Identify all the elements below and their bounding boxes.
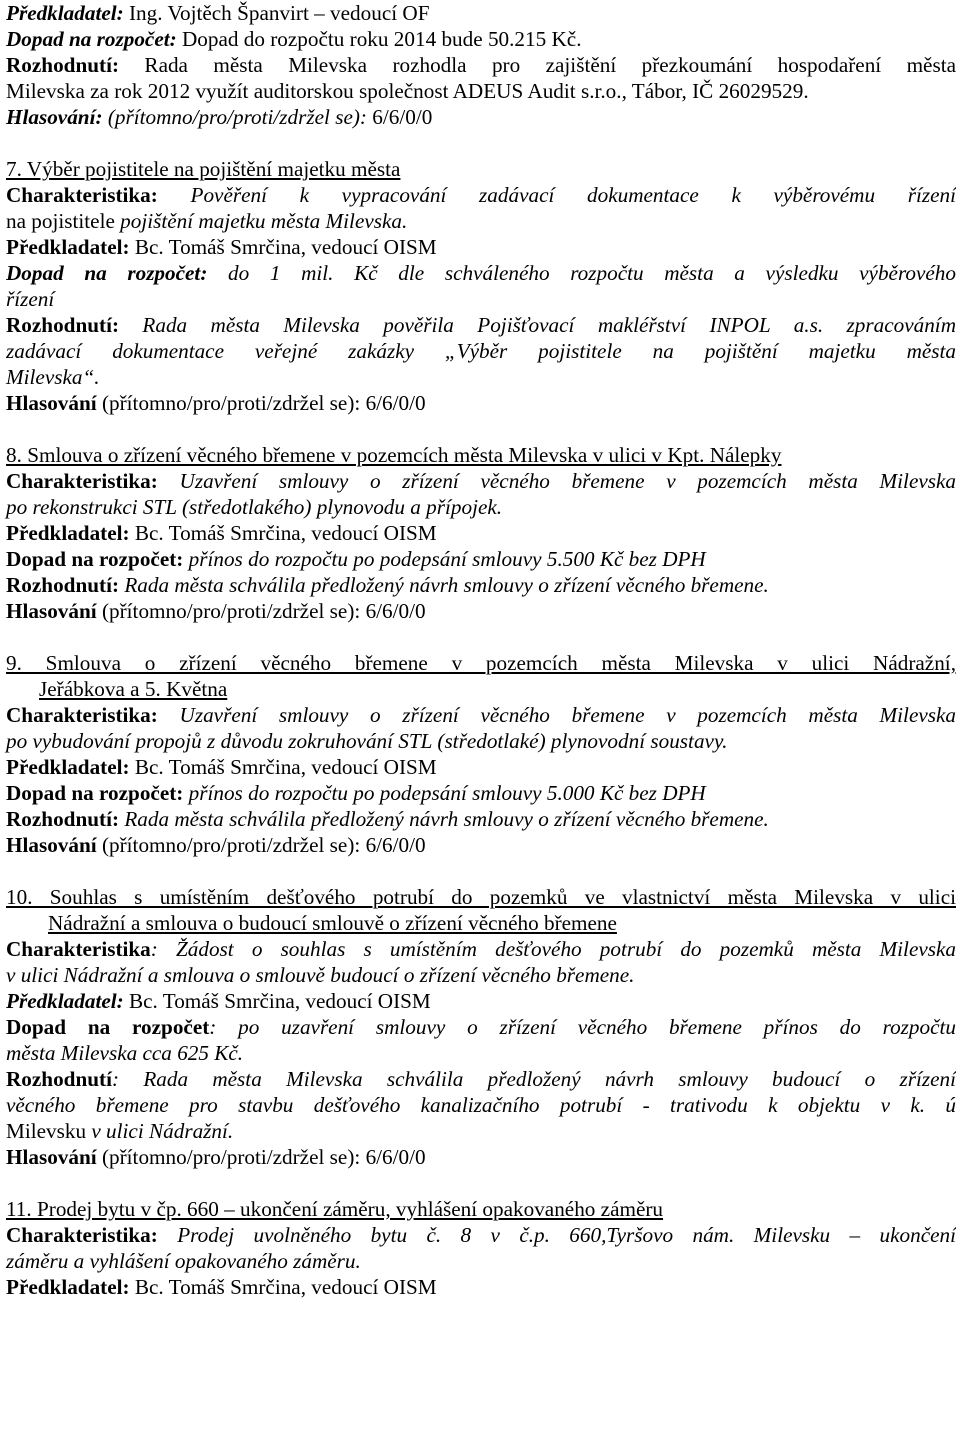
char-text: Prodej uvolněného bytu č. 8 v č.p. 660,Tyršovo nám. Milevsku – ukončení (157, 1223, 956, 1247)
item9-predkladatel-line (6, 754, 956, 780)
hlasovani-value: 6/6/0/0 (360, 1145, 426, 1169)
hlasovani-text: (přítomno/pro/proti/zdržel se): (96, 599, 361, 623)
dopad-text: řízení (6, 287, 55, 311)
item7-char-line-2 (6, 208, 956, 234)
spacer (6, 858, 956, 884)
item10-predkladatel-line (6, 988, 956, 1014)
char-text: : Žádost o souhlas s umístěním dešťového potrubí do pozemků města Milevska (150, 937, 956, 961)
hlasovani-label: Hlasování (6, 391, 97, 415)
item8-char-line (6, 468, 956, 494)
item9-title (6, 650, 956, 676)
item9-rozhodnuti-line (6, 806, 956, 832)
item-title: Jeřábkova a 5. Května (39, 677, 228, 701)
rozhodnuti-text: Milevska za rok 2012 využít auditorskou společnost ADEUS Audit s.r.o., Tábor, IČ 26029529. (6, 79, 809, 103)
char-text: po vybudování propojů z důvodu zokruhování STL (středotlaké) plynovodní soustavy. (6, 729, 728, 753)
item-title: 11. Prodej bytu v čp. 660 – ukončení záměru, vyhlášení opakovaného záměru (6, 1197, 664, 1221)
item7-title (6, 156, 956, 182)
item9-hlasovani-line (6, 832, 956, 858)
dopad-text: do 1 mil. Kč dle schváleného rozpočtu města a výsledku výběrového (207, 261, 956, 285)
rozhodnuti-text: věcného břemene pro stavbu dešťového kanalizačního potrubí - trativodu k objektu v k. ú (6, 1093, 956, 1117)
predkladatel-value: Bc. Tomáš Smrčina, vedoucí OISM (129, 235, 437, 259)
rozhodnuti-text-italic: v ulici Nádražní. (91, 1119, 234, 1143)
item11-title (6, 1196, 956, 1222)
dopad-label: Dopad na rozpočet: (6, 27, 177, 51)
dopad-text: přínos do rozpočtu po podepsání smlouvy 5.000 Kč bez DPH (183, 781, 706, 805)
predkladatel-value: Bc. Tomáš Smrčina, vedoucí OISM (129, 521, 437, 545)
top-hlasovani-line (6, 104, 956, 130)
rozhodnuti-text: Milevska“. (6, 365, 100, 389)
rozhodnuti-text: Rada města schválila předložený návrh smlouvy o zřízení věcného břemene. (119, 807, 769, 831)
char-text: v ulici Nádražní a smlouva o smlouvě budoucí o zřízení věcného břemene. (6, 963, 635, 987)
item7-dopad-line-2 (6, 286, 956, 312)
rozhodnuti-text: Rada města Milevska rozhodla pro zajištění přezkoumání hospodaření města (119, 53, 956, 77)
item9-char-line-2 (6, 728, 956, 754)
top-rozhodnuti-line (6, 52, 956, 78)
rozhodnuti-label: Rozhodnutí: (6, 807, 120, 831)
item-title: 7. Výběr pojistitele na pojištění majetku města (6, 157, 401, 181)
item8-hlasovani-line (6, 598, 956, 624)
hlasovani-value: 6/6/0/0 (360, 391, 426, 415)
item8-title (6, 442, 956, 468)
char-text: Uzavření smlouvy o zřízení věcného břemene v pozemcích města Milevska (157, 469, 956, 493)
item10-title (6, 884, 956, 910)
item7-rozhodnuti-line (6, 312, 956, 338)
spacer (6, 624, 956, 650)
dopad-label: Dopad na rozpočet: (6, 547, 184, 571)
char-label: Charakteristika: (6, 703, 158, 727)
item9-title-line-2 (6, 676, 956, 702)
rozhodnuti-text: Rada města schválila předložený návrh smlouvy o zřízení věcného břemene. (119, 573, 769, 597)
char-text: Uzavření smlouvy o zřízení věcného břemene v pozemcích města Milevska (157, 703, 956, 727)
item10-dopad-line (6, 1014, 956, 1040)
dopad-label: Dopad na rozpočet (6, 1015, 210, 1039)
item7-predkladatel-line (6, 234, 956, 260)
rozhodnuti-text: Rada města Milevska pověřila Pojišťovací makléřství INPOL a.s. zpracováním (119, 313, 956, 337)
item7-hlasovani-line (6, 390, 956, 416)
item-title: 9. Smlouva o zřízení věcného břemene v pozemcích města Milevska v ulici Nádražní, (6, 651, 956, 675)
hlasovani-text: (přítomno/pro/proti/zdržel se): (96, 833, 361, 857)
item7-dopad-line (6, 260, 956, 286)
dopad-value: Dopad do rozpočtu roku 2014 bude 50.215 Kč. (176, 27, 582, 51)
rozhodnuti-text: zadávací dokumentace veřejné zakázky „Výběr pojistitele na pojištění majetku města (6, 339, 956, 363)
predkladatel-label: Předkladatel: (6, 755, 130, 779)
predkladatel-label: Předkladatel: (6, 1, 124, 25)
top-dopad-line (6, 26, 956, 52)
item7-rozhodnuti-line-3 (6, 364, 956, 390)
char-text: po rekonstrukci STL (středotlakého) plynovodu a přípojek. (6, 495, 503, 519)
hlasovani-text: (přítomno/pro/proti/zdržel se): (102, 105, 367, 129)
item8-rozhodnuti-line (6, 572, 956, 598)
char-label: Charakteristika: (6, 469, 158, 493)
item10-rozhodnuti-line-3 (6, 1118, 956, 1144)
dopad-label: Dopad na rozpočet: (6, 261, 208, 285)
rozhodnuti-label: Rozhodnutí: (6, 313, 120, 337)
item10-char-line (6, 936, 956, 962)
char-label: Charakteristika: (6, 1223, 158, 1247)
top-predkladatel-line (6, 0, 956, 26)
hlasovani-value: 6/6/0/0 (360, 599, 426, 623)
hlasovani-text: (přítomno/pro/proti/zdržel se): (96, 1145, 361, 1169)
char-label: Charakteristika: (6, 183, 158, 207)
hlasovani-value: 6/6/0/0 (360, 833, 426, 857)
hlasovani-label: Hlasování (6, 833, 97, 857)
item10-hlasovani-line (6, 1144, 956, 1170)
document-page (6, 0, 956, 1300)
spacer (6, 130, 956, 156)
char-text-italic: pojištění majetku města Milevska. (120, 209, 408, 233)
spacer (6, 1170, 956, 1196)
item10-dopad-line-2 (6, 1040, 956, 1066)
hlasovani-value: 6/6/0/0 (366, 105, 433, 129)
predkladatel-value: Bc. Tomáš Smrčina, vedoucí OISM (129, 755, 437, 779)
predkladatel-value: Bc. Tomáš Smrčina, vedoucí OISM (129, 1275, 437, 1299)
predkladatel-value: Ing. Vojtěch Španvirt – vedoucí OF (123, 1, 430, 25)
item10-rozhodnuti-line-2 (6, 1092, 956, 1118)
item-title: 8. Smlouva o zřízení věcného břemene v pozemcích města Milevska v ulici v Kpt. Nálepky (6, 443, 782, 467)
char-text: Pověření k vypracování zadávací dokumentace k výběrovému řízení (157, 183, 956, 207)
predkladatel-label: Předkladatel: (6, 235, 130, 259)
rozhodnuti-label: Rozhodnutí: (6, 573, 120, 597)
item9-char-line (6, 702, 956, 728)
dopad-label: Dopad na rozpočet: (6, 781, 184, 805)
char-text: záměru a vyhlášení opakovaného záměru. (6, 1249, 361, 1273)
item11-char-line-2 (6, 1248, 956, 1274)
predkladatel-label: Předkladatel: (6, 521, 130, 545)
item8-dopad-line (6, 546, 956, 572)
item11-char-line (6, 1222, 956, 1248)
item-title: 10. Souhlas s umístěním dešťového potrubí do pozemků ve vlastnictví města Milevska v ulici (6, 885, 956, 909)
hlasovani-text: (přítomno/pro/proti/zdržel se): (96, 391, 361, 415)
item10-rozhodnuti-line (6, 1066, 956, 1092)
char-label: Charakteristika (6, 937, 151, 961)
dopad-text: : po uzavření smlouvy o zřízení věcného břemene přínos do rozpočtu (209, 1015, 956, 1039)
spacer (6, 416, 956, 442)
item10-title-line-2 (6, 910, 956, 936)
dopad-text: města Milevska cca 625 Kč. (6, 1041, 244, 1065)
item8-predkladatel-line (6, 520, 956, 546)
rozhodnuti-text: Milevsku (6, 1119, 92, 1143)
item10-char-line-2 (6, 962, 956, 988)
item9-dopad-line (6, 780, 956, 806)
hlasovani-label: Hlasování (6, 599, 97, 623)
item7-rozhodnuti-line-2 (6, 338, 956, 364)
hlasovani-label: Hlasování: (6, 105, 103, 129)
item11-predkladatel-line (6, 1274, 956, 1300)
predkladatel-label: Předkladatel: (6, 1275, 130, 1299)
rozhodnuti-label: Rozhodnutí (6, 1067, 112, 1091)
rozhodnuti-text: : Rada města Milevska schválila předložený návrh smlouvy budoucí o zřízení (111, 1067, 956, 1091)
item7-char-line (6, 182, 956, 208)
hlasovani-label: Hlasování (6, 1145, 97, 1169)
dopad-text: přínos do rozpočtu po podepsání smlouvy 5.500 Kč bez DPH (183, 547, 706, 571)
item8-char-line-2 (6, 494, 956, 520)
char-text: na pojistitele (6, 209, 121, 233)
predkladatel-value: Bc. Tomáš Smrčina, vedoucí OISM (123, 989, 431, 1013)
top-rozhodnuti-line-2 (6, 78, 956, 104)
item-title: Nádražní a smlouva o budoucí smlouvě o zřízení věcného břemene (48, 911, 617, 935)
rozhodnuti-label: Rozhodnutí: (6, 53, 120, 77)
predkladatel-label: Předkladatel: (6, 989, 124, 1013)
